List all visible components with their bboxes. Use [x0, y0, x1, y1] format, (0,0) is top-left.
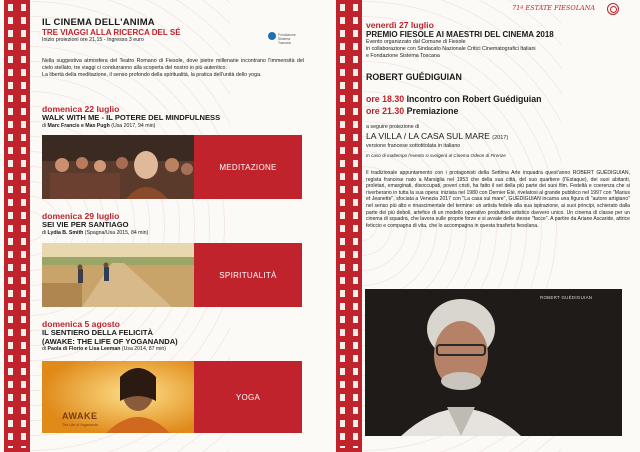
- screening-block: [366, 124, 630, 159]
- following-text: a seguire proiezione di: [366, 124, 420, 130]
- director-prefix: di: [42, 346, 47, 352]
- time-label: Premiazione: [406, 106, 459, 116]
- director-prefix: di: [42, 122, 47, 129]
- director-prefix: di: [42, 229, 47, 236]
- theme-tag-yoga: YOGA: [194, 361, 302, 433]
- poster-title: AWAKE: [62, 411, 98, 421]
- film-strip-right: [336, 0, 362, 452]
- film-info: (Usa 2017, 94 min): [111, 122, 156, 129]
- film-date: domenica 29 luglio: [42, 211, 120, 221]
- film-director: Lydia B. Smith: [47, 229, 84, 236]
- film-block-1: [42, 104, 304, 130]
- film-title-alt: (AWAKE: THE LIFE OF YOGANANDA): [42, 336, 178, 346]
- organizer-line: in collaborazione con Sindacato Nazionale Critici Cinematografici Italiani: [366, 46, 536, 52]
- honoree-name: ROBERT GUÉDIGUIAN: [366, 72, 462, 82]
- film-still-santiago: [42, 243, 194, 307]
- schedule-info: Inizio proiezioni ore 21,15 - Ingresso 3 euro: [42, 37, 144, 43]
- spiral-logo-icon: [607, 3, 619, 15]
- film-poster-awake: [42, 361, 194, 433]
- theme-tag-meditazione: MEDITAZIONE: [194, 135, 302, 199]
- event-title: PREMIO FIESOLE AI MAESTRI DEL CINEMA 2018: [366, 30, 554, 39]
- film-strip-left: [4, 0, 30, 452]
- fondazione-logo: [268, 32, 302, 45]
- screening-version: versione francese sottotitolata in italiano: [366, 143, 461, 149]
- film-director: Marc Francis e Max Pugh: [47, 122, 110, 129]
- intro-paragraph-2: La libertà della meditazione, il senso profondo della spiritualità, la pratica dell'unità dello yoga.: [42, 72, 262, 78]
- film-info: (Usa 2014, 87 min): [121, 346, 167, 352]
- event-header: [366, 20, 630, 60]
- section-subheading: TRE VIAGGI ALLA RICERCA DEL SÉ: [42, 28, 181, 37]
- film-block-2: [42, 211, 304, 237]
- honoree-block: [366, 72, 630, 82]
- organizer-line: Evento organizzato dal Comune di Fiesole: [366, 39, 466, 45]
- time-row: [366, 105, 630, 117]
- organizer-line: e Fondazione Sistema Toscana: [366, 53, 440, 59]
- time-value: ore 18.30: [366, 94, 405, 104]
- film-info: (Spagna/Usa 2015, 84 min): [84, 229, 149, 236]
- weather-note: In caso di maltempo l'evento si svolgerà al Cinema Odeon di Firenze: [366, 153, 506, 158]
- time-value: ore 21.30: [366, 106, 405, 116]
- logo-text: Fondazione Sistema Toscana: [278, 33, 296, 45]
- film-title: SEI VIE PER SANTIAGO: [42, 220, 129, 229]
- event-date: venerdì 27 luglio: [366, 20, 434, 30]
- time-row: [366, 93, 630, 105]
- film-date: domenica 22 luglio: [42, 104, 120, 114]
- screening-film-year: (2017): [492, 135, 509, 141]
- poster-subtitle: The Life of Yogananda: [62, 423, 98, 427]
- theme-tag-spiritualita: SPIRITUALITÀ: [194, 243, 302, 307]
- event-times: [366, 93, 630, 117]
- screening-film-title: LA VILLA / LA CASA SUL MARE: [366, 131, 490, 141]
- film-still-walk-with-me: [42, 135, 194, 199]
- time-label: Incontro con Robert Guédiguian: [406, 94, 542, 104]
- portrait-photo: [365, 289, 622, 436]
- film-block-3: [42, 319, 304, 353]
- left-page-header: [42, 17, 304, 44]
- section-heading: IL CINEMA DELL'ANIMA: [42, 17, 155, 28]
- intro-text: [42, 58, 304, 79]
- festival-logo-text: 71ª ESTATE FIESOLANA: [512, 4, 596, 12]
- film-director: Paola di Florio e Lisa Leeman: [47, 346, 121, 352]
- film-title: WALK WITH ME - IL POTERE DEL MINDFULNESS: [42, 113, 221, 122]
- film-title: IL SENTIERO DELLA FELICITÀ: [42, 328, 153, 337]
- portrait-caption: ROBERT GUÉDIGUIAN: [540, 295, 593, 300]
- intro-paragraph: Nella suggestiva atmosfera del Teatro Romano di Fiesole, dove pietre millenarie incontrano l'immensità del cielo stellato, tre viaggi ci condurranno alla scoperta del nostro io più autentico.: [42, 58, 304, 71]
- logo-icon: [268, 32, 276, 40]
- body-text: Il tradizionale appuntamento con i protagonisti della Settima Arte inquadra quest'anno ROBERT GUÉDIGUIAN, regista francese nato a Marsiglia nel 1953 che della sua città, del suo quartiere (l'Estaque), dei suoi abitanti, proletari, emarginati, disoccupati, poveri cristi, ha fatto il set della più parte dei suoi film. Fedeltà e coerenza che si riverberano in tutta la sua opera: iniziata nel 1980 con Dernier Été, rivelatosi al grande pubblico nel 1997 con "Marius et Jeanette", sfociata a Venezia 2017 con "La casa sul mare", GUÉDIGUIAN incarna una figura di "autore artigiano" nel senso più alto e rinascimentale del termine: un artista fedele alla sua ispirazione, ai suoi principi, schierato dalla parte dei più deboli, artefice di un modello operativo produttivo artistico davvero unico. Un cinema di classe per un cinema di squadra, che lavora sulle proprie forze e si avvale delle stesse "facce". A partire da Ariane Ascaride, attrice feticcio e compagna di vita, che lo accompagna in questa trasferta fiesolana.: [366, 170, 630, 229]
- film-date: domenica 5 agosto: [42, 319, 120, 329]
